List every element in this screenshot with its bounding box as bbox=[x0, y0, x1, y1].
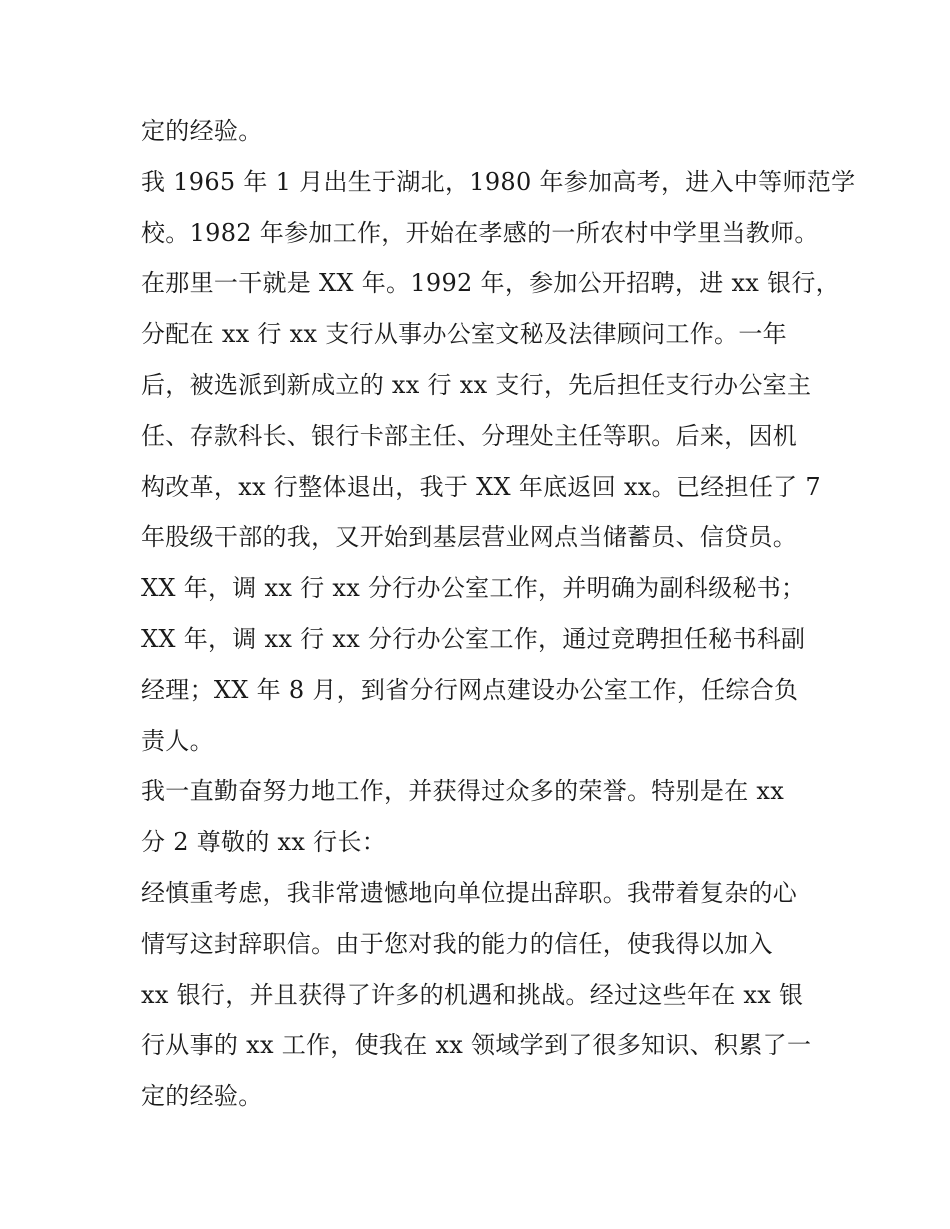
text-line: 定的经验。 bbox=[141, 1082, 263, 1111]
text-line: XX 年，调 xx 行 xx 分行办公室工作，并明确为副科级秘书； bbox=[141, 574, 806, 603]
text-line: 分配在 xx 行 xx 支行从事办公室文秘及法律顾问工作。一年 bbox=[141, 320, 787, 349]
text-line: XX 年，调 xx 行 xx 分行办公室工作，通过竞聘担任秘书科副 bbox=[141, 624, 806, 653]
text-line: 责人。 bbox=[141, 726, 214, 755]
text-line: 后，被选派到新成立的 xx 行 xx 支行，先后担任支行办公室主 bbox=[141, 370, 812, 399]
text-line: xx 银行，并且获得了许多的机遇和挑战。经过这些年在 xx 银 bbox=[141, 980, 804, 1009]
text-line: 情写这封辞职信。由于您对我的能力的信任，使我得以加入 bbox=[141, 929, 773, 958]
text-line: 年股级干部的我，又开始到基层营业网点当储蓄员、信贷员。 bbox=[141, 523, 798, 552]
text-line: 构改革，xx 行整体退出，我于 XX 年底返回 xx。已经担任了 7 bbox=[141, 472, 821, 501]
text-line: 经慎重考虑，我非常遗憾地向单位提出辞职。我带着复杂的心 bbox=[141, 878, 798, 907]
text-line: 校。1982 年参加工作，开始在孝感的一所农村中学里当教师。 bbox=[141, 218, 819, 247]
text-line: 行从事的 xx 工作，使我在 xx 领域学到了很多知识、积累了一 bbox=[141, 1031, 812, 1060]
text-line: 我 1965 年 1 月出生于湖北，1980 年参加高考，进入中等师范学 bbox=[141, 167, 856, 196]
text-line: 定的经验。 bbox=[141, 117, 263, 145]
text-line: 我一直勤奋努力地工作，并获得过众多的荣誉。特别是在 xx bbox=[141, 777, 785, 806]
document-body bbox=[141, 106, 856, 1122]
text-line: 任、存款科长、银行卡部主任、分理处主任等职。后来，因机 bbox=[141, 421, 798, 450]
text-line: 分 2 尊敬的 xx 行长： bbox=[141, 828, 387, 857]
text-line: 经理；XX 年 8 月，到省分行网点建设办公室工作，任综合负 bbox=[141, 675, 799, 704]
text-line: 在那里一干就是 XX 年。1992 年，参加公开招聘，进 xx 银行， bbox=[141, 269, 840, 298]
